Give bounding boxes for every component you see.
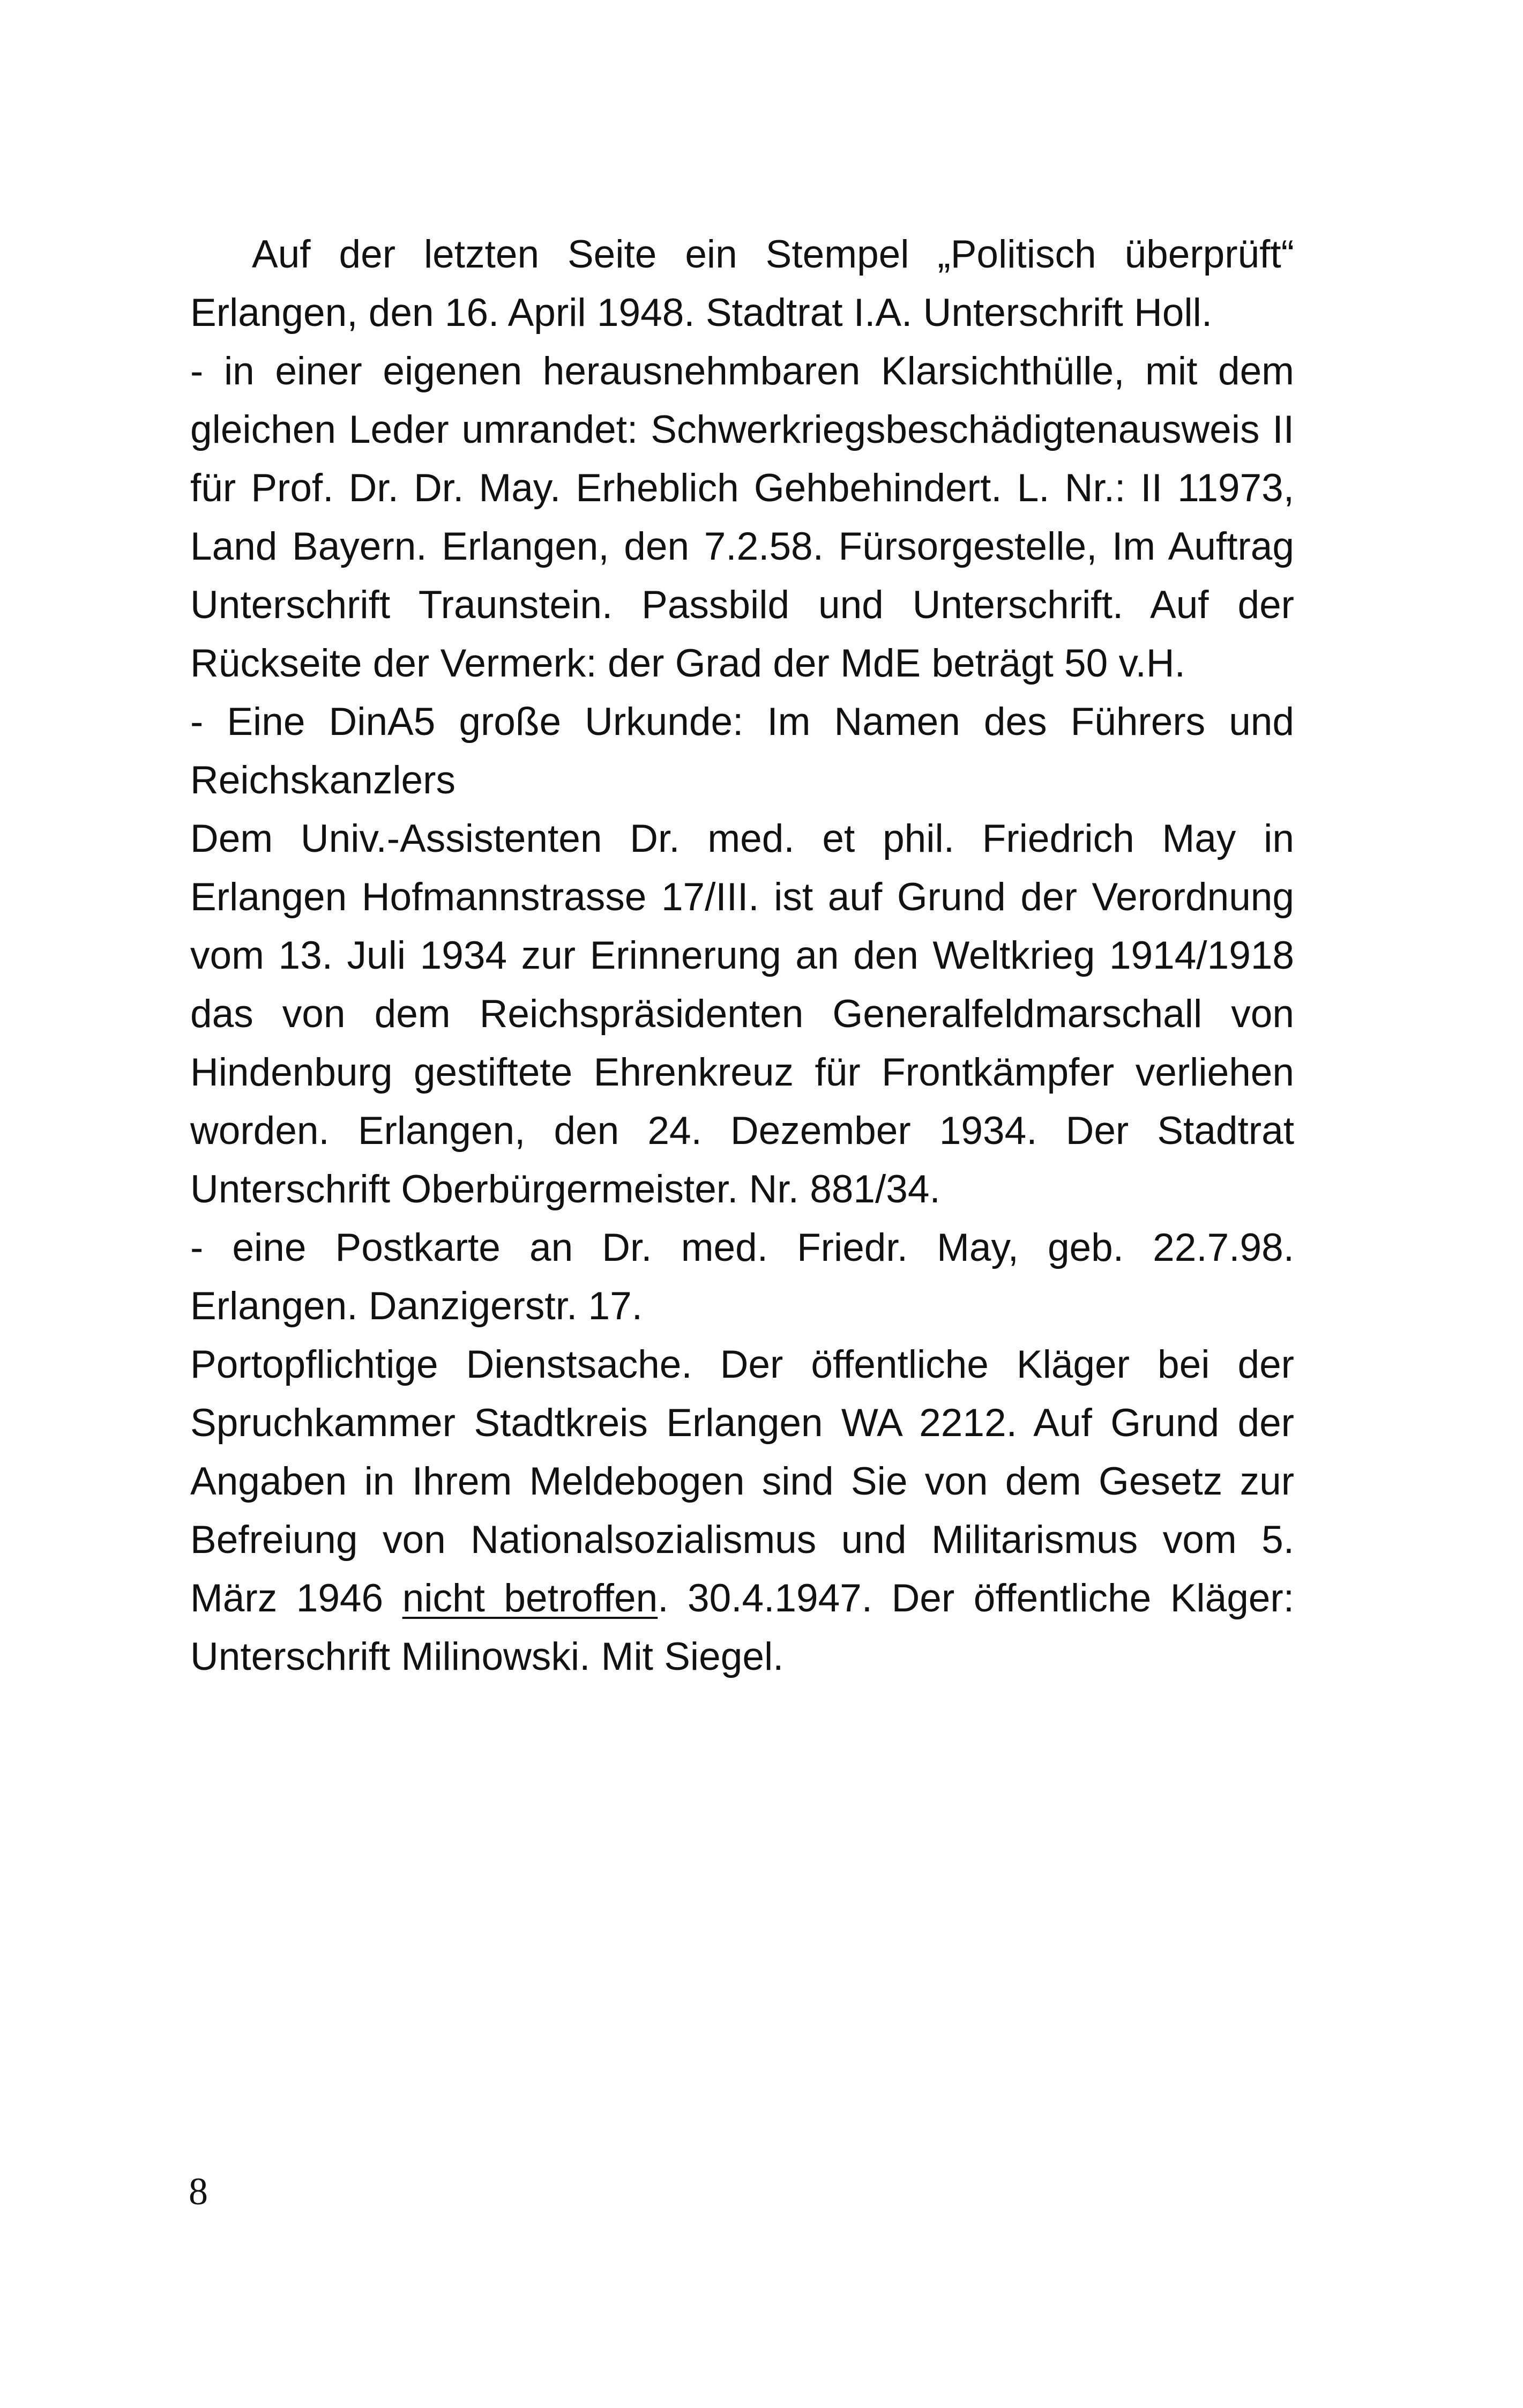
postcard-text-after: . 30.4.1947. Der öffentliche Kläger: Unterschrift Milinowski. Mit Siegel. xyxy=(190,1577,1294,1678)
paragraph-disability-card: - in einer eigenen herausnehmbaren Klarsichthülle, mit dem gleichen Leder umrandet: Schwerkriegsbeschädigtenausweis II für Prof. Dr. Dr. May. Erheblich Gehbehindert. L. Nr.: II 11973, Land Bayern. Erlangen, den 7.2.58. Fürsorgestelle, Im Auftrag Unterschrift Traunstein. Passbild und Unterschrift. Auf der Rückseite der Vermerk: der Grad der MdE beträgt 50 v.H. xyxy=(190,350,1294,685)
paragraph-postcard-body xyxy=(190,1335,1294,1686)
paragraph-postcard-address: - eine Postkarte an Dr. med. Friedr. May, geb. 22.7.98. Erlangen. Danzigerstr. 17. xyxy=(190,1226,1294,1328)
paragraph-stamp: Auf der letzten Seite ein Stempel „Politisch überprüft“ Erlangen, den 16. April 1948. Stadtrat I.A. Unterschrift Holl. xyxy=(190,233,1294,335)
underlined-phrase: nicht betroffen xyxy=(402,1577,658,1620)
paragraph-certificate-heading: - Eine DinA5 große Urkunde: Im Namen des Führers und Reichskanzlers xyxy=(190,700,1294,802)
paragraph-certificate-body: Dem Univ.-Assistenten Dr. med. et phil. Friedrich May in Erlangen Hofmannstrasse 17/III. ist auf Grund der Verordnung vom 13. Juli 1934 zur Erinnerung an den Weltkrieg 1914/1918 das von dem Reichspräsidenten Generalfeldmarschall von Hindenburg gestiftete Ehrenkreuz für Frontkämpfer verliehen worden. Erlangen, den 24. Dezember 1934. Der Stadtrat Unterschrift Oberbürgermeister. Nr. 881/34. xyxy=(190,817,1294,1211)
postcard-text-before: Portopflichtige Dienstsache. Der öffentliche Kläger bei der Spruchkammer Stadtkreis Erlangen WA 2212. Auf Grund der Angaben in Ihrem Meldebogen sind Sie von dem Gesetz zur Befreiung von Nationalsozialismus und Militarismus vom 5. März 1946 xyxy=(190,1343,1294,1620)
page-number: 8 xyxy=(189,2170,208,2213)
body-text xyxy=(190,225,1294,1686)
